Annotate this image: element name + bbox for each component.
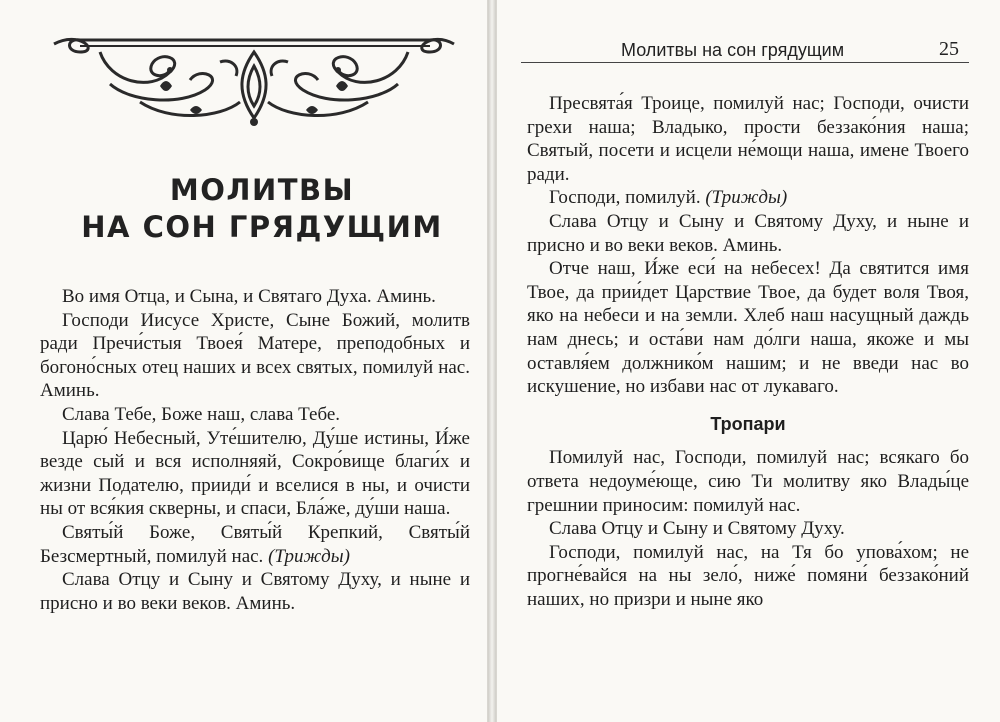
paragraph [40,309,470,403]
paragraph-text: Слава Отцу и Сыну и Святому Духу, и ныне и присно и во веки веков. Аминь. [40,569,470,614]
paragraph-text: Слава Отцу и Сыну и Святому Духу, и ныне и присно и во веки веков. Аминь. [527,210,969,256]
paragraph [527,517,969,541]
book-gutter [488,0,496,722]
paragraph-text: Во имя Отца, и Сына, и Святаго Духа. Аминь. [62,286,436,307]
paragraph-text: Господи, помилуй нас, на Тя бо упова́хом; не прогне́вайся на ны зело́, ниже́ помяни́ беззако́ний наших, но призри и ныне яко [527,541,969,610]
paragraph [527,541,969,612]
running-title: Молитвы на сон грядущим [621,40,845,60]
paragraph [40,403,470,427]
running-header [521,36,969,63]
page-heading [48,172,476,246]
paragraph-text: Отче наш, И́же еси́ на небесех! Да святится имя Твое, да прии́дет Царствие Твое, да будет воля Твоя, яко на небеси и на земли. Хлеб наш насущный даждь нам днесь; и оста́ви нам до́лги наша, якоже и мы оставля́ем должнико́м нашим; и не введи нас во искушение, но избави нас от лукаваго. [527,258,969,398]
paragraph [40,285,470,309]
paragraph [40,427,470,521]
paragraph [527,186,969,210]
paragraph-text: Господи Иисусе Христе, Сыне Божий, молитв ради Пречи́стыя Твоея́ Матере, преподобных и богоно́сных отец наших и всех святых, помилуй нас. Аминь. [40,309,470,402]
paragraph-text: Слава Тебе, Боже наш, слава Тебе. [62,403,341,425]
left-page-body [40,285,470,615]
paragraph-text: Господи, помилуй. [549,187,706,209]
floral-headpiece-ornament [40,22,468,134]
paragraph-text: Святы́й Боже, Святы́й Крепкий, Святы́й Безсмертный, помилуй нас. [40,521,470,567]
paragraph-text: Помилуй нас, Господи, помилуй нас; всякаго бо ответа недоуме́юще, сию Ти молитву яко Влады́це грешнии приносим: помилуй нас. [527,447,969,516]
paragraph [527,92,969,186]
right-page [496,0,1000,722]
heading-line-2: НА СОН ГРЯДУЩИМ [81,210,443,244]
page-number: 25 [939,38,959,60]
section-subheading: Тропари [710,413,786,434]
heading-line-1: МОЛИТВЫ [169,173,355,207]
rubric-note: (Трижды) [705,187,788,209]
paragraph [40,521,470,568]
paragraph-text: Пресвята́я Троице, помилуй нас; Господи, очисти грехи наша; Владыко, прости беззако́ния наша; Святый, посети и исцели не́мощи наша, имене Твоего ради. [527,93,969,185]
paragraph [527,446,969,517]
paragraph [527,257,969,399]
paragraph [527,210,969,257]
paragraph-text: Царю́ Небесный, Уте́шителю, Ду́ше истины, И́же везде сый и вся исполняяй, Сокро́вище благи́х и жизни Подателю, прииди́ и вселися в ны, и очисти ны от вся́кия скверны, и спаси, Бла́же, ду́ши наша. [40,427,470,520]
right-page-body [527,92,969,611]
rubric-note: (Трижды) [268,545,350,567]
paragraph [40,568,470,615]
left-page [0,0,488,722]
paragraph-text: Слава Отцу и Сыну и Святому Духу. [549,518,845,540]
